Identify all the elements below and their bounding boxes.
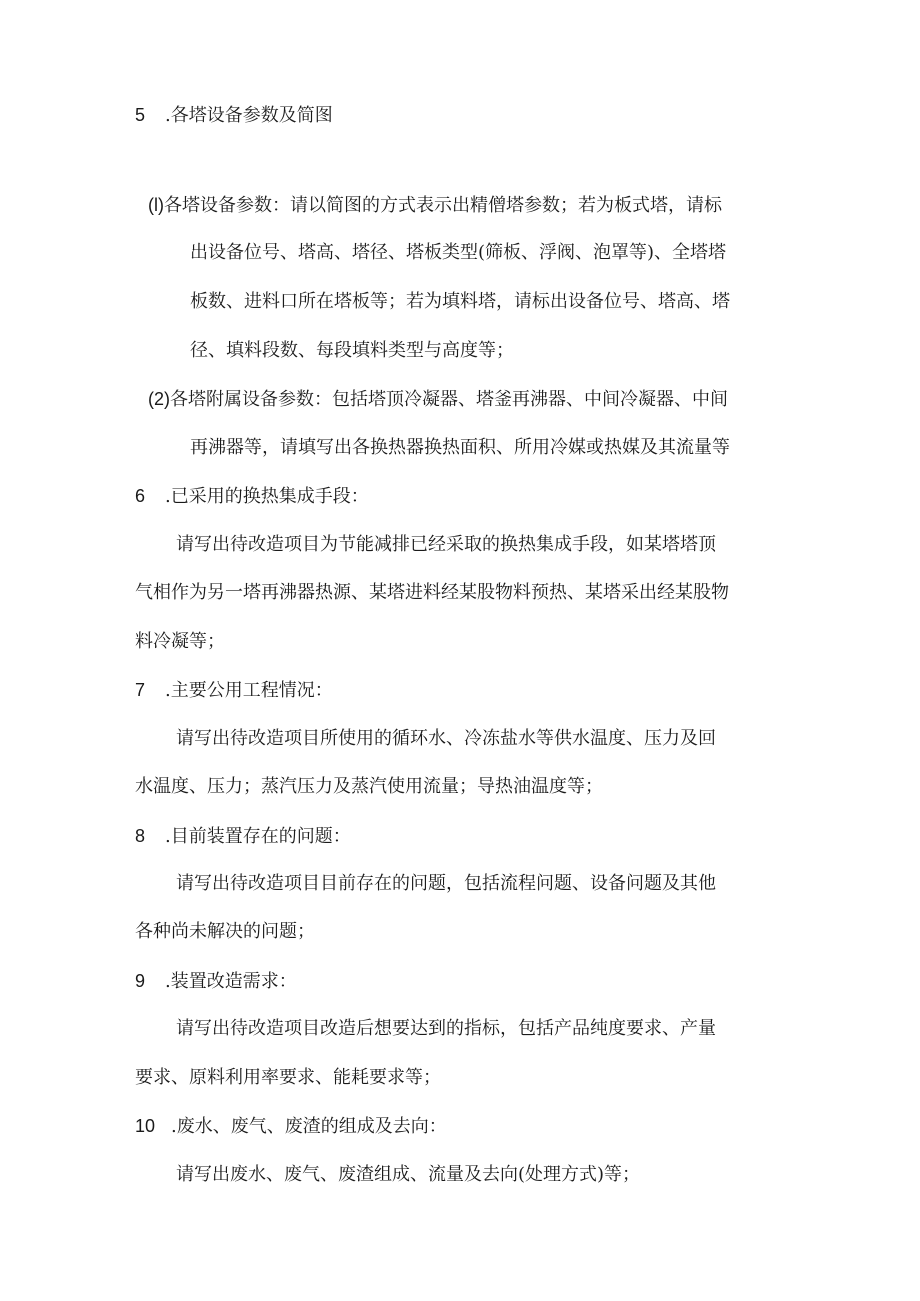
item-1-line-3: 板数、进料口所在塔板等；若为填料塔，请标出设备位号、塔高、塔 (190, 291, 730, 312)
item-2-line-2: 再沸器等，请填写出各换热器换热面积、所用冷媒或热媒及其流量等 (190, 437, 730, 458)
section-number: 10 (135, 1116, 156, 1136)
section-6-line-3: 料冷凝等； (135, 631, 225, 652)
item-1-line-4: 径、填料段数、每段填料类型与高度等； (190, 340, 514, 361)
section-title: .已采用的换热集成手段： (165, 486, 369, 507)
section-9-line-2: 要求、原料利用率要求、能耗要求等； (135, 1067, 441, 1088)
section-6-heading (135, 484, 369, 508)
section-6-line-1: 请写出待改造项目为节能减排已经采取的换热集成手段，如某塔塔顶 (176, 534, 716, 555)
section-number: 8 (135, 826, 146, 846)
item-2-line-1 (148, 387, 728, 411)
section-7-line-1: 请写出待改造项目所使用的循环水、冷冻盐水等供水温度、压力及回 (176, 728, 716, 749)
section-8-line-1: 请写出待改造项目目前存在的问题，包括流程问题、设备问题及其他 (176, 873, 716, 894)
section-7-line-2: 水温度、压力；蒸汽压力及蒸汽使用流量；导热油温度等； (135, 776, 603, 797)
section-title: .主要公用工程情况： (165, 680, 333, 701)
section-9-line-1: 请写出待改造项目改造后想要达到的指标，包括产品纯度要求、产量 (176, 1018, 716, 1039)
item-text: 各塔设备参数：请以简图的方式表示出精僧塔参数；若为板式塔，请标 (164, 195, 722, 216)
section-5-heading (135, 103, 333, 127)
section-number: 6 (135, 486, 146, 506)
section-title: .装置改造需求： (165, 971, 297, 992)
section-title: .废水、废气、废渣的组成及去向： (171, 1116, 447, 1137)
section-6-line-2: 气相作为另一塔再沸器热源、某塔进料经某股物料预热、某塔采出经某股物 (135, 582, 729, 603)
section-8-heading (135, 824, 351, 848)
section-10-heading (135, 1114, 447, 1138)
section-number: 9 (135, 971, 146, 991)
item-1-line-1 (148, 193, 722, 217)
item-text: 各塔附属设备参数：包括塔顶冷凝器、塔釜再沸器、中间冷凝器、中间 (170, 389, 728, 410)
section-title: .各塔设备参数及简图 (165, 105, 333, 126)
section-10-line-1: 请写出废水、废气、废渣组成、流量及去向(处理方式)等； (176, 1164, 641, 1185)
section-8-line-2: 各种尚未解决的问题； (135, 921, 315, 942)
item-1-line-2: 出设备位号、塔高、塔径、塔板类型(筛板、浮阀、泡罩等)、全塔塔 (190, 242, 727, 263)
section-number: 5 (135, 105, 146, 125)
section-9-heading (135, 969, 297, 993)
item-marker: (l) (148, 195, 164, 215)
section-7-heading (135, 678, 333, 702)
section-title: .目前装置存在的问题： (165, 826, 351, 847)
section-number: 7 (135, 680, 146, 700)
item-marker: (2) (148, 389, 170, 409)
